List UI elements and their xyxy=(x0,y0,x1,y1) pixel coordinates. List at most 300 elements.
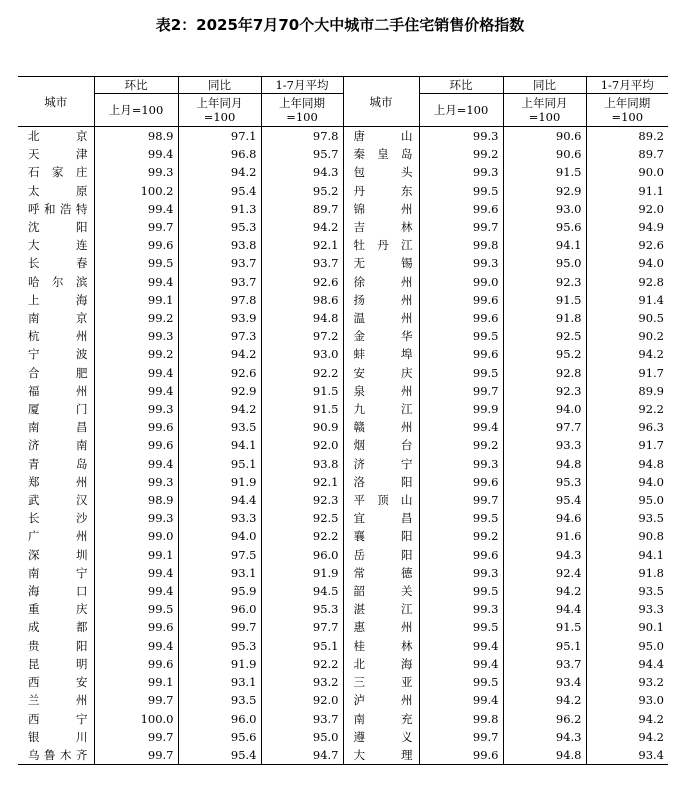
ytd-value: 94.2 xyxy=(586,710,668,728)
yoy-value: 95.1 xyxy=(503,637,586,655)
ytd-value: 95.3 xyxy=(261,600,343,618)
mom-value: 99.5 xyxy=(419,364,503,382)
ytd-value: 92.6 xyxy=(586,236,668,254)
mom-value: 99.6 xyxy=(419,291,503,309)
city-name: 银川 xyxy=(28,729,88,744)
ytd-value: 91.1 xyxy=(586,182,668,200)
mom-value: 99.7 xyxy=(94,691,178,709)
ytd-value: 91.5 xyxy=(261,400,343,418)
ytd-header-right: 1-7月平均 xyxy=(586,77,668,94)
city-name: 北京 xyxy=(28,129,88,143)
table-row xyxy=(18,655,668,673)
ytd-value: 89.9 xyxy=(586,382,668,400)
table-row xyxy=(18,145,668,163)
city-name: 惠州 xyxy=(343,618,419,636)
ytd-value: 96.3 xyxy=(586,418,668,436)
mom-value: 99.1 xyxy=(94,291,178,309)
yoy-value: 99.7 xyxy=(178,618,261,636)
mom-value: 99.3 xyxy=(94,327,178,345)
ytd-value: 93.5 xyxy=(586,509,668,527)
ytd-value: 94.2 xyxy=(586,345,668,363)
mom-value: 99.6 xyxy=(94,436,178,454)
city-name: 襄阳 xyxy=(343,527,419,545)
mom-value: 99.6 xyxy=(419,546,503,564)
table-row xyxy=(18,127,668,146)
mom-value: 99.2 xyxy=(419,436,503,454)
city-name: 济宁 xyxy=(343,455,419,473)
city-name: 锦州 xyxy=(343,200,419,218)
mom-value: 99.6 xyxy=(419,345,503,363)
yoy-value: 94.2 xyxy=(503,582,586,600)
yoy-header-left: 同比 xyxy=(178,77,261,94)
mom-value: 99.5 xyxy=(94,600,178,618)
city-name: 宜昌 xyxy=(343,509,419,527)
mom-value: 99.2 xyxy=(94,345,178,363)
yoy-value: 94.2 xyxy=(178,345,261,363)
ytd-value: 89.2 xyxy=(586,127,668,146)
table-row xyxy=(18,710,668,728)
yoy-value: 97.8 xyxy=(178,291,261,309)
mom-value: 99.6 xyxy=(419,309,503,327)
mom-header-right: 环比 xyxy=(419,77,503,94)
yoy-value: 95.6 xyxy=(178,728,261,746)
ytd-value: 94.1 xyxy=(586,546,668,564)
mom-value: 98.9 xyxy=(94,127,178,146)
ytd-value: 91.7 xyxy=(586,364,668,382)
yoy-value: 94.8 xyxy=(503,455,586,473)
yoy-value: 93.3 xyxy=(178,509,261,527)
yoy-value: 95.2 xyxy=(503,345,586,363)
mom-value: 99.4 xyxy=(94,564,178,582)
mom-value: 99.6 xyxy=(419,473,503,491)
ytd-value: 94.2 xyxy=(586,728,668,746)
yoy-value: 95.4 xyxy=(178,746,261,765)
table-row xyxy=(18,273,668,291)
ytd-value: 93.4 xyxy=(586,746,668,765)
yoy-value: 93.7 xyxy=(503,655,586,673)
ytd-value: 94.4 xyxy=(586,655,668,673)
ytd-value: 91.5 xyxy=(261,382,343,400)
ytd-value: 91.4 xyxy=(586,291,668,309)
ytd-value: 92.1 xyxy=(261,236,343,254)
ytd-value: 95.0 xyxy=(586,637,668,655)
city-name: 石家庄 xyxy=(28,165,88,180)
ytd-value: 95.1 xyxy=(261,637,343,655)
ytd-value: 98.6 xyxy=(261,291,343,309)
mom-value: 99.4 xyxy=(419,418,503,436)
mom-value: 99.1 xyxy=(94,546,178,564)
city-name: 深圳 xyxy=(28,547,88,562)
mom-value: 99.8 xyxy=(419,710,503,728)
ytd-value: 89.7 xyxy=(586,145,668,163)
table-row xyxy=(18,327,668,345)
city-name: 大连 xyxy=(28,238,88,253)
yoy-value: 93.4 xyxy=(503,673,586,691)
ytd-value: 91.9 xyxy=(261,564,343,582)
yoy-value: 91.5 xyxy=(503,163,586,181)
ytd-value: 92.0 xyxy=(261,436,343,454)
city-name: 桂林 xyxy=(343,637,419,655)
yoy-value: 92.4 xyxy=(503,564,586,582)
yoy-value: 93.8 xyxy=(178,236,261,254)
yoy-value: 92.3 xyxy=(503,382,586,400)
table-row xyxy=(18,418,668,436)
city-name: 洛阳 xyxy=(343,473,419,491)
mom-value: 99.5 xyxy=(419,582,503,600)
city-name: 上海 xyxy=(28,292,88,307)
ytd-value: 90.1 xyxy=(586,618,668,636)
city-name: 哈尔滨 xyxy=(28,274,88,289)
yoy-header-right: 同比 xyxy=(503,77,586,94)
mom-value: 99.3 xyxy=(94,473,178,491)
city-name: 安庆 xyxy=(343,364,419,382)
table-row xyxy=(18,582,668,600)
table-row xyxy=(18,509,668,527)
city-name: 宁波 xyxy=(28,347,88,362)
mom-value: 99.4 xyxy=(94,382,178,400)
yoy-value: 97.1 xyxy=(178,127,261,146)
table-row xyxy=(18,163,668,181)
city-name: 南昌 xyxy=(28,420,88,435)
yoy-value: 93.3 xyxy=(503,436,586,454)
yoy-value: 97.3 xyxy=(178,327,261,345)
ytd-value: 93.0 xyxy=(586,691,668,709)
yoy-value: 93.1 xyxy=(178,564,261,582)
ytd-value: 92.0 xyxy=(586,200,668,218)
ytd-value: 92.5 xyxy=(261,509,343,527)
table-row xyxy=(18,637,668,655)
city-name: 包头 xyxy=(343,163,419,181)
mom-value: 99.6 xyxy=(94,418,178,436)
mom-value: 99.4 xyxy=(94,455,178,473)
yoy-value: 93.1 xyxy=(178,673,261,691)
yoy-value: 94.0 xyxy=(178,527,261,545)
ytd-value: 92.2 xyxy=(261,655,343,673)
mom-value: 99.3 xyxy=(419,455,503,473)
city-name: 扬州 xyxy=(343,291,419,309)
ytd-value: 97.2 xyxy=(261,327,343,345)
ytd-value: 92.2 xyxy=(261,364,343,382)
ytd-value: 94.8 xyxy=(261,309,343,327)
city-name: 昆明 xyxy=(28,656,88,671)
ytd-value: 90.8 xyxy=(586,527,668,545)
table-row xyxy=(18,218,668,236)
city-name: 西安 xyxy=(28,675,88,690)
table-row xyxy=(18,600,668,618)
city-name: 南京 xyxy=(28,311,88,326)
mom-value: 99.4 xyxy=(94,145,178,163)
city-name: 岳阳 xyxy=(343,546,419,564)
ytd-value: 92.1 xyxy=(261,473,343,491)
ytd-value: 97.8 xyxy=(261,127,343,146)
city-name: 吉林 xyxy=(343,218,419,236)
ytd-value: 92.3 xyxy=(261,491,343,509)
city-name: 烟台 xyxy=(343,436,419,454)
mom-value: 99.7 xyxy=(419,218,503,236)
mom-base-left: 上月=100 xyxy=(94,94,178,127)
mom-value: 99.4 xyxy=(419,655,503,673)
mom-value: 99.5 xyxy=(94,254,178,272)
table-row xyxy=(18,455,668,473)
city-name: 合肥 xyxy=(28,365,88,380)
mom-value: 99.2 xyxy=(94,309,178,327)
yoy-value: 92.6 xyxy=(178,364,261,382)
city-name: 西宁 xyxy=(28,711,88,726)
page-title: 表2：2025年7月70个大中城市二手住宅销售价格指数 xyxy=(155,16,525,34)
mom-value: 99.8 xyxy=(419,236,503,254)
table-row xyxy=(18,618,668,636)
ytd-value: 90.9 xyxy=(261,418,343,436)
mom-value: 99.5 xyxy=(419,618,503,636)
table-row xyxy=(18,436,668,454)
mom-value: 99.3 xyxy=(419,600,503,618)
mom-value: 99.2 xyxy=(419,145,503,163)
mom-value: 99.4 xyxy=(94,637,178,655)
mom-value: 99.7 xyxy=(94,746,178,765)
mom-value: 99.6 xyxy=(94,618,178,636)
mom-value: 99.1 xyxy=(94,673,178,691)
mom-value: 99.6 xyxy=(419,200,503,218)
ytd-value: 92.6 xyxy=(261,273,343,291)
yoy-value: 95.9 xyxy=(178,582,261,600)
ytd-value: 94.0 xyxy=(586,254,668,272)
city-name: 海口 xyxy=(28,584,88,599)
mom-value: 99.3 xyxy=(94,400,178,418)
yoy-value: 94.4 xyxy=(178,491,261,509)
yoy-value: 93.5 xyxy=(178,691,261,709)
yoy-value: 96.8 xyxy=(178,145,261,163)
mom-value: 99.5 xyxy=(419,182,503,200)
table-row xyxy=(18,382,668,400)
mom-value: 99.0 xyxy=(94,527,178,545)
city-name: 厦门 xyxy=(28,402,88,417)
ytd-value: 91.7 xyxy=(586,436,668,454)
mom-value: 100.0 xyxy=(94,710,178,728)
ytd-value: 89.7 xyxy=(261,200,343,218)
city-header-right: 城市 xyxy=(343,77,419,127)
yoy-value: 95.3 xyxy=(503,473,586,491)
city-name: 沈阳 xyxy=(28,220,88,235)
city-name: 太原 xyxy=(28,183,88,198)
city-name: 长沙 xyxy=(28,511,88,526)
yoy-value: 91.6 xyxy=(503,527,586,545)
ytd-value: 94.2 xyxy=(261,218,343,236)
ytd-value: 92.2 xyxy=(586,400,668,418)
yoy-value: 91.9 xyxy=(178,655,261,673)
table-row xyxy=(18,345,668,363)
yoy-value: 95.6 xyxy=(503,218,586,236)
ytd-base-left: 上年同期=100 xyxy=(261,94,343,127)
city-name: 唐山 xyxy=(343,127,419,146)
ytd-value: 93.3 xyxy=(586,600,668,618)
mom-header-left: 环比 xyxy=(94,77,178,94)
city-name: 广州 xyxy=(28,529,88,544)
yoy-value: 93.7 xyxy=(178,273,261,291)
mom-value: 99.4 xyxy=(419,691,503,709)
city-name: 蚌埠 xyxy=(343,345,419,363)
yoy-value: 95.0 xyxy=(503,254,586,272)
city-name: 常德 xyxy=(343,564,419,582)
ytd-value: 93.7 xyxy=(261,710,343,728)
ytd-value: 93.2 xyxy=(261,673,343,691)
mom-value: 99.5 xyxy=(419,509,503,527)
mom-value: 99.3 xyxy=(419,564,503,582)
mom-value: 99.5 xyxy=(419,673,503,691)
city-name: 长春 xyxy=(28,256,88,271)
city-name: 牡丹江 xyxy=(343,236,419,254)
table-row xyxy=(18,473,668,491)
mom-value: 99.4 xyxy=(94,200,178,218)
city-name: 福州 xyxy=(28,383,88,398)
table-row xyxy=(18,400,668,418)
yoy-value: 94.2 xyxy=(503,691,586,709)
city-name: 南宁 xyxy=(28,565,88,580)
yoy-value: 91.5 xyxy=(503,618,586,636)
mom-base-right: 上月=100 xyxy=(419,94,503,127)
mom-value: 99.4 xyxy=(94,273,178,291)
mom-value: 99.6 xyxy=(94,236,178,254)
yoy-value: 94.2 xyxy=(178,400,261,418)
mom-value: 99.5 xyxy=(419,327,503,345)
yoy-value: 94.4 xyxy=(503,600,586,618)
ytd-value: 90.5 xyxy=(586,309,668,327)
price-index-table xyxy=(18,76,668,765)
mom-value: 99.6 xyxy=(94,655,178,673)
yoy-value: 95.1 xyxy=(178,455,261,473)
table-row xyxy=(18,200,668,218)
city-name: 郑州 xyxy=(28,474,88,489)
table-row xyxy=(18,673,668,691)
ytd-value: 94.8 xyxy=(586,455,668,473)
city-name: 呼和浩特 xyxy=(28,201,88,216)
ytd-value: 90.0 xyxy=(586,163,668,181)
yoy-value: 94.2 xyxy=(178,163,261,181)
city-name: 乌鲁木齐 xyxy=(18,746,94,765)
mom-value: 99.3 xyxy=(419,163,503,181)
city-name: 济南 xyxy=(28,438,88,453)
table-row xyxy=(18,728,668,746)
ytd-value: 93.8 xyxy=(261,455,343,473)
city-name: 泸州 xyxy=(343,691,419,709)
table-row xyxy=(18,564,668,582)
ytd-value: 95.0 xyxy=(586,491,668,509)
yoy-base-right: 上年同月=100 xyxy=(503,94,586,127)
yoy-value: 94.3 xyxy=(503,728,586,746)
yoy-value: 94.8 xyxy=(503,746,586,765)
ytd-value: 93.7 xyxy=(261,254,343,272)
table-row xyxy=(18,291,668,309)
yoy-value: 94.1 xyxy=(503,236,586,254)
city-name: 南充 xyxy=(343,710,419,728)
yoy-value: 91.5 xyxy=(503,291,586,309)
table-row xyxy=(18,254,668,272)
city-name: 兰州 xyxy=(28,693,88,708)
yoy-value: 93.5 xyxy=(178,418,261,436)
city-name: 赣州 xyxy=(343,418,419,436)
yoy-value: 96.0 xyxy=(178,600,261,618)
city-name: 武汉 xyxy=(28,493,88,508)
yoy-value: 94.3 xyxy=(503,546,586,564)
mom-value: 99.6 xyxy=(419,746,503,765)
ytd-value: 95.2 xyxy=(261,182,343,200)
yoy-value: 92.9 xyxy=(178,382,261,400)
mom-value: 99.7 xyxy=(94,728,178,746)
yoy-value: 94.6 xyxy=(503,509,586,527)
city-name: 青岛 xyxy=(28,456,88,471)
city-name: 重庆 xyxy=(28,602,88,617)
mom-value: 99.4 xyxy=(94,364,178,382)
city-name: 湛江 xyxy=(343,600,419,618)
mom-value: 99.3 xyxy=(419,254,503,272)
yoy-value: 91.3 xyxy=(178,200,261,218)
ytd-value: 94.9 xyxy=(586,218,668,236)
yoy-value: 95.4 xyxy=(503,491,586,509)
ytd-value: 92.2 xyxy=(261,527,343,545)
mom-value: 99.0 xyxy=(419,273,503,291)
table-row xyxy=(18,746,668,765)
yoy-value: 97.7 xyxy=(503,418,586,436)
ytd-value: 94.0 xyxy=(586,473,668,491)
city-name: 温州 xyxy=(343,309,419,327)
ytd-value: 92.8 xyxy=(586,273,668,291)
ytd-value: 93.2 xyxy=(586,673,668,691)
ytd-value: 92.0 xyxy=(261,691,343,709)
mom-value: 99.3 xyxy=(94,509,178,527)
city-name: 秦皇岛 xyxy=(343,145,419,163)
mom-value: 99.4 xyxy=(419,637,503,655)
mom-value: 98.9 xyxy=(94,491,178,509)
ytd-value: 94.3 xyxy=(261,163,343,181)
ytd-value: 96.0 xyxy=(261,546,343,564)
yoy-value: 97.5 xyxy=(178,546,261,564)
yoy-value: 95.4 xyxy=(178,182,261,200)
city-name: 三亚 xyxy=(343,673,419,691)
table-row xyxy=(18,309,668,327)
yoy-value: 90.6 xyxy=(503,127,586,146)
yoy-value: 95.3 xyxy=(178,218,261,236)
yoy-value: 96.0 xyxy=(178,710,261,728)
city-name: 大理 xyxy=(343,746,419,765)
city-name: 成都 xyxy=(28,620,88,635)
mom-value: 99.9 xyxy=(419,400,503,418)
mom-value: 99.7 xyxy=(419,382,503,400)
yoy-value: 96.2 xyxy=(503,710,586,728)
city-name: 贵阳 xyxy=(28,638,88,653)
yoy-base-left: 上年同月=100 xyxy=(178,94,261,127)
yoy-value: 91.8 xyxy=(503,309,586,327)
city-name: 徐州 xyxy=(343,273,419,291)
city-name: 丹东 xyxy=(343,182,419,200)
table-row xyxy=(18,491,668,509)
yoy-value: 90.6 xyxy=(503,145,586,163)
table-row xyxy=(18,182,668,200)
city-name: 金华 xyxy=(343,327,419,345)
table-row xyxy=(18,546,668,564)
mom-value: 99.3 xyxy=(419,127,503,146)
city-name: 无锡 xyxy=(343,254,419,272)
yoy-value: 93.9 xyxy=(178,309,261,327)
city-name: 遵义 xyxy=(343,728,419,746)
city-name: 天津 xyxy=(28,147,88,162)
yoy-value: 95.3 xyxy=(178,637,261,655)
ytd-value: 97.7 xyxy=(261,618,343,636)
city-name: 韶关 xyxy=(343,582,419,600)
table-row xyxy=(18,364,668,382)
city-name: 北海 xyxy=(343,655,419,673)
yoy-value: 92.5 xyxy=(503,327,586,345)
yoy-value: 93.7 xyxy=(178,254,261,272)
yoy-value: 94.0 xyxy=(503,400,586,418)
